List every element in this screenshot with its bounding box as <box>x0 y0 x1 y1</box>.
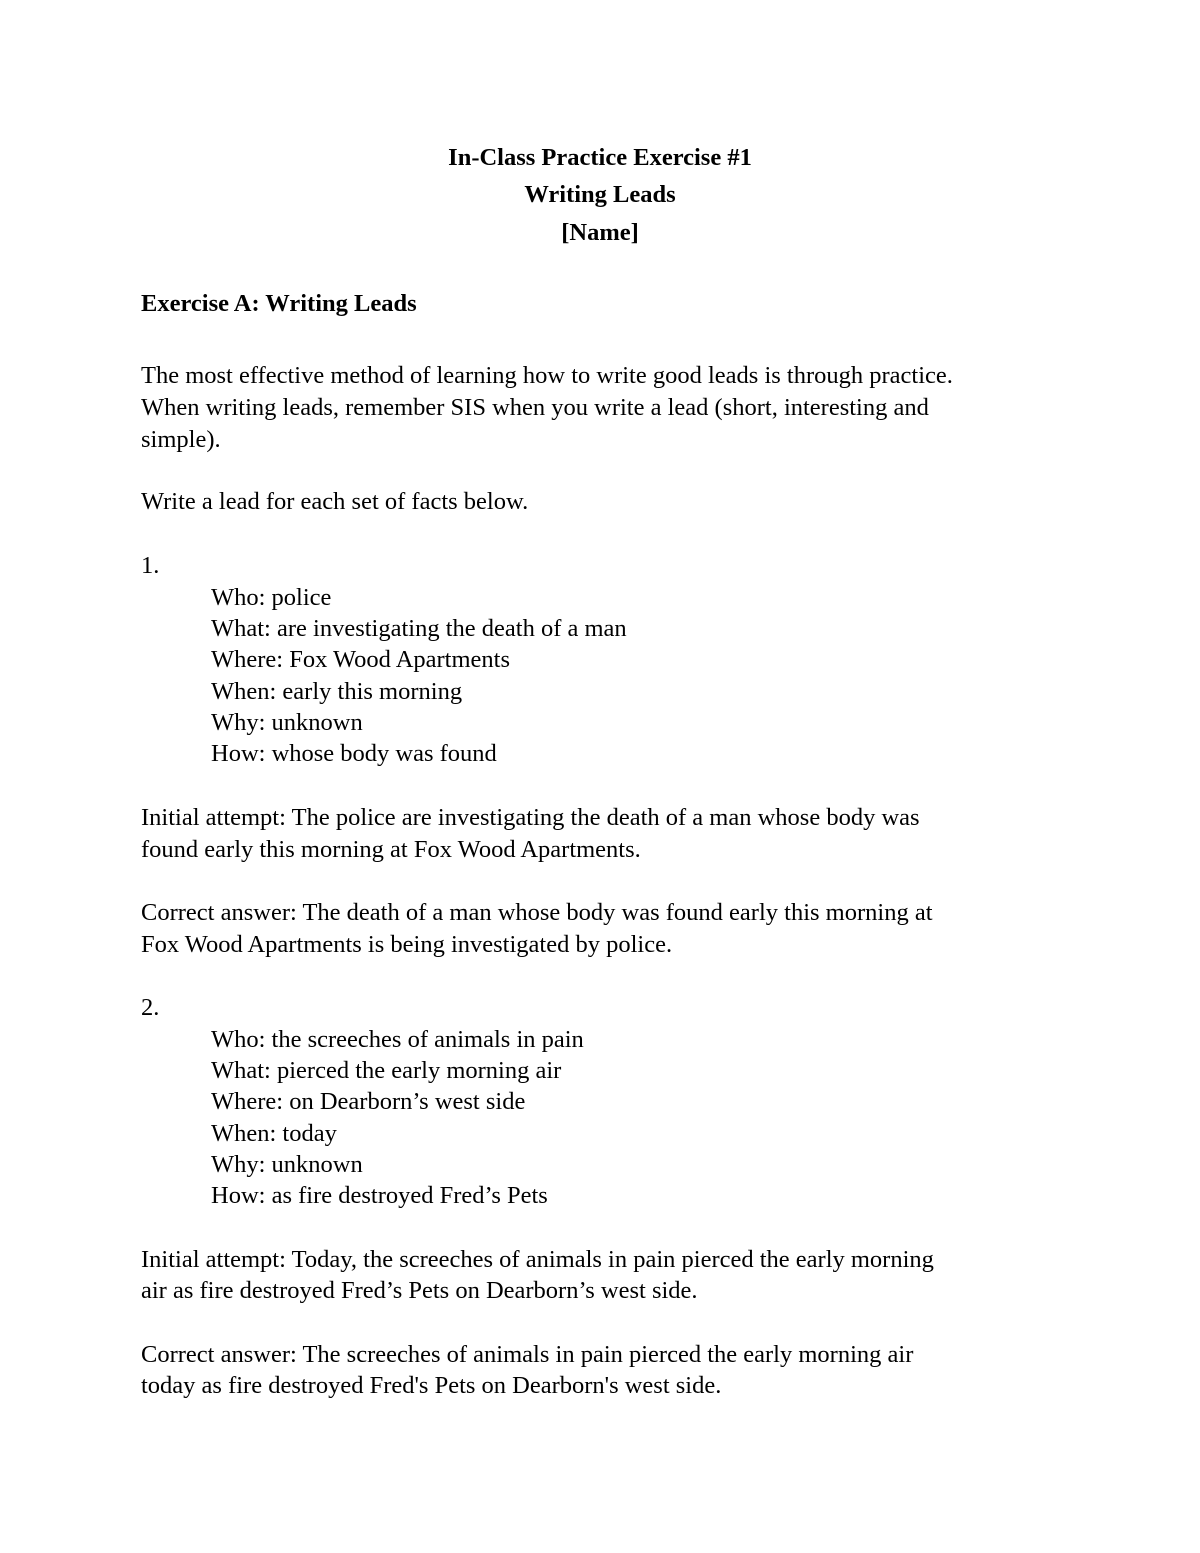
intro-line: The most effective method of learning how to write good leads is through practice. <box>141 362 953 389</box>
fact-when: When: early this morning <box>211 678 463 705</box>
initial-attempt-text: Initial attempt: Today, the screeches of animals in pain pierced the early morning <box>141 1246 934 1273</box>
correct-answer-text: Correct answer: The death of a man whose body was found early this morning at <box>141 899 933 926</box>
fact-what: What: are investigating the death of a man <box>211 615 627 642</box>
instruction-text: Write a lead for each set of facts below. <box>141 488 529 515</box>
student-name-placeholder: [Name] <box>561 219 639 246</box>
document-title: In-Class Practice Exercise #1 <box>448 144 752 171</box>
fact-why: Why: unknown <box>211 709 363 736</box>
initial-attempt-text: Initial attempt: The police are investigating the death of a man whose body was <box>141 804 920 831</box>
fact-how: How: whose body was found <box>211 740 497 767</box>
fact-who: Who: the screeches of animals in pain <box>211 1026 584 1053</box>
initial-attempt-text: air as fire destroyed Fred’s Pets on Dearborn’s west side. <box>141 1277 698 1304</box>
fact-who: Who: police <box>211 584 332 611</box>
fact-why: Why: unknown <box>211 1151 363 1178</box>
fact-when: When: today <box>211 1120 337 1147</box>
fact-where: Where: Fox Wood Apartments <box>211 646 511 673</box>
intro-line: simple). <box>141 426 221 453</box>
intro-line: When writing leads, remember SIS when you write a lead (short, interesting and <box>141 394 929 421</box>
fact-how: How: as fire destroyed Fred’s Pets <box>211 1182 548 1209</box>
correct-answer-text: Fox Wood Apartments is being investigated by police. <box>141 931 673 958</box>
fact-what: What: pierced the early morning air <box>211 1057 562 1084</box>
exercise-a-heading: Exercise A: Writing Leads <box>141 290 417 317</box>
fact-where: Where: on Dearborn’s west side <box>211 1088 526 1115</box>
document-subtitle: Writing Leads <box>524 181 676 208</box>
item-number: 2. <box>141 994 160 1021</box>
correct-answer-text: Correct answer: The screeches of animals in pain pierced the early morning air <box>141 1341 914 1368</box>
item-number: 1. <box>141 552 160 579</box>
initial-attempt-text: found early this morning at Fox Wood Apartments. <box>141 836 641 863</box>
correct-answer-text: today as fire destroyed Fred's Pets on Dearborn's west side. <box>141 1372 722 1399</box>
